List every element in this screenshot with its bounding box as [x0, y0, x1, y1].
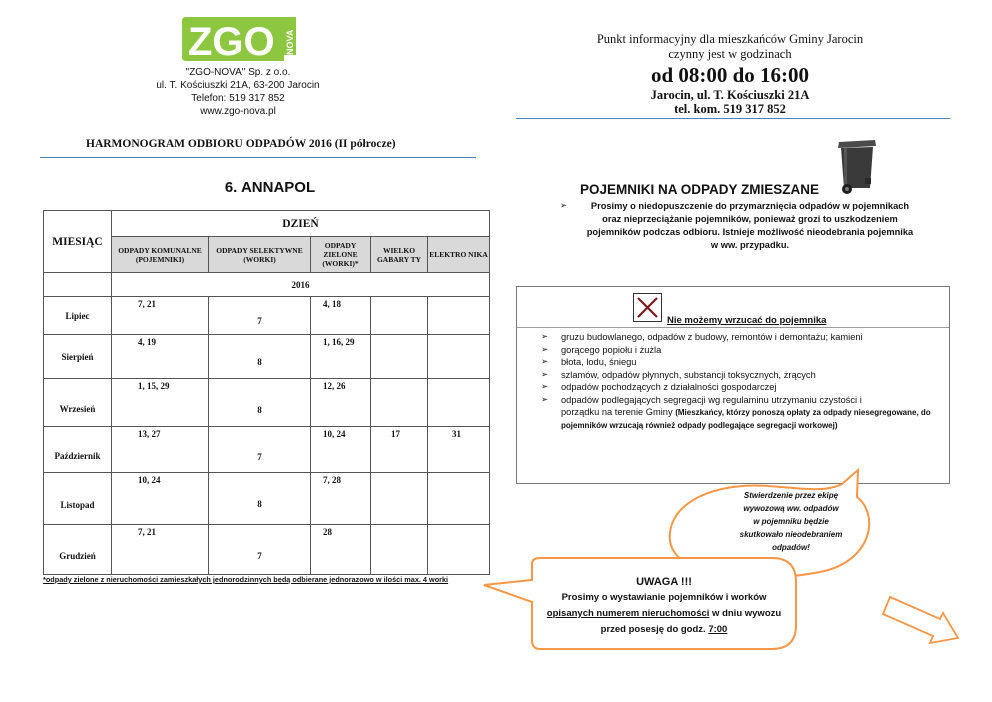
selektywne-days: 8: [209, 473, 311, 525]
komunalne-days: 4, 19: [112, 335, 209, 379]
gabaryty-days: 17: [371, 427, 428, 473]
prohibited-title: Nie możemy wrzucać do pojemnika: [667, 315, 827, 326]
bubble-line: Stwierdzenie przez ekipę: [743, 491, 839, 500]
warning-title: UWAGA !!!: [636, 576, 692, 588]
notice-line: Prosimy o niedopuszczenie do przymarznięcia odpadów w pojemnikach: [590, 201, 910, 211]
zielone-days: 1, 16, 29: [311, 335, 371, 379]
day-header: DZIEŃ: [112, 211, 490, 237]
gabaryty-days: [371, 473, 428, 525]
list-item: ➢ gruzu budowlanego, odpadów z budowy, remontów i demontażu; kamieni: [537, 331, 947, 344]
notice-line: oraz nieprzeciążanie pojemników, ponieważ grozi to uszkodzeniem: [602, 214, 898, 224]
company-web: www.zgo-nova.pl: [200, 106, 276, 117]
month-name: Grudzień: [44, 525, 112, 575]
area-title: 6. ANNAPOL: [224, 179, 316, 196]
subheader-elektronika: ELEKTRO NIKA: [428, 237, 490, 273]
selektywne-days: 7: [209, 297, 311, 335]
month-name: Wrzesień: [44, 379, 112, 427]
month-name: Sierpień: [44, 335, 112, 379]
bubble-line: skutkowało nieodebraniem: [739, 530, 843, 539]
speech-bubbles: [480, 440, 992, 702]
info-line1: Punkt informacyjny dla mieszkańców Gminy Jarocin: [596, 32, 864, 46]
table-row: [44, 473, 490, 525]
elektronika-days: [428, 379, 490, 427]
waste-bin-icon: [836, 138, 878, 196]
subheader-gabaryty: WIELKO GABARY TY: [371, 237, 428, 273]
segregation-item-line1: odpadów podlegających segregacji wg regulaminu utrzymaniu czystości i: [561, 394, 862, 405]
warning-line1: Prosimy o wystawianie pojemników i worków: [561, 592, 767, 603]
containers-notice: [560, 200, 960, 252]
table-row: [44, 379, 490, 427]
komunalne-days: 10, 24: [112, 473, 209, 525]
warning-line2-rest: w dniu wywozu: [709, 608, 782, 619]
table-row: [44, 427, 490, 473]
company-address: ul. T. Kościuszki 21A, 63-200 Jarocin: [156, 80, 320, 91]
notice-line: pojemników podczas odbioru. Istnieje możliwość nieodebrania pojemnika: [586, 227, 914, 237]
segregation-item-note: (Mieszkańcy, którzy ponoszą opłaty za odpady niesegregowane, do pojemników wrzucają również odpady podlegające segregacji workowej): [561, 408, 931, 430]
schedule-table: [43, 210, 490, 575]
logo-small-text: NOVA: [285, 29, 295, 55]
gabaryty-days: [371, 297, 428, 335]
month-name: Październik: [44, 427, 112, 473]
zielone-days: 4, 18: [311, 297, 371, 335]
month-name: Listopad: [44, 473, 112, 525]
komunalne-days: 7, 21: [112, 525, 209, 575]
left-header-rule: [40, 157, 476, 158]
subheader-selektywne: ODPADY SELEKTYWNE (WORKI): [209, 237, 311, 273]
komunalne-days: 1, 15, 29: [112, 379, 209, 427]
arrow-bullet-icon: ➢: [560, 201, 568, 211]
zielone-days: 12, 26: [311, 379, 371, 427]
selektywne-days: 8: [209, 379, 311, 427]
list-item: [537, 394, 947, 432]
selektywne-days: 7: [209, 525, 311, 575]
warning-time: 7:00: [708, 624, 728, 635]
company-info: [138, 66, 338, 118]
zielone-days: 7, 28: [311, 473, 371, 525]
bubble-line: w pojemniku będzie: [753, 517, 829, 526]
info-point: [555, 32, 905, 116]
company-name: "ZGO-NOVA" Sp. z o.o.: [185, 67, 291, 78]
list-item: ➢ gorącego popiołu i żużla: [537, 344, 947, 357]
right-header-rule: [516, 118, 950, 119]
info-address: Jarocin, ul. T. Kościuszki 21A: [650, 88, 810, 102]
zielone-days: 10, 24: [311, 427, 371, 473]
month-name: Lipiec: [44, 297, 112, 335]
warning-line3: [532, 622, 796, 638]
list-item: ➢ szlamów, odpadów płynnych, substancji toksycznych, żrących: [537, 369, 947, 382]
notice-line: w ww. przypadku.: [710, 240, 790, 250]
subheader-zielone: ODPADY ZIELONE (WORKI)*: [311, 237, 371, 273]
komunalne-days: 13, 27: [112, 427, 209, 473]
zielone-days: 28: [311, 525, 371, 575]
table-row: [44, 297, 490, 335]
bubble-line: odpadów!: [772, 543, 810, 552]
info-hours: od 08:00 do 16:00: [650, 63, 810, 87]
zgo-nova-logo: [178, 15, 298, 63]
gabaryty-days: [371, 525, 428, 575]
subheader-komunalne: ODPADY KOMUNALNE (POJEMNIKI): [112, 237, 209, 273]
table-row: [44, 335, 490, 379]
prohibited-list: [537, 331, 947, 431]
warning-line2: [532, 606, 796, 622]
bubble-line: wywozową ww. odpadów: [743, 504, 839, 513]
company-phone: Telefon: 519 317 852: [191, 93, 285, 104]
info-phone: tel. kom. 519 317 852: [674, 102, 786, 116]
gabaryty-days: [371, 335, 428, 379]
selektywne-days: 8: [209, 335, 311, 379]
warning-line3-text: przed posesję do godz.: [600, 624, 709, 635]
month-header: MIESIĄC: [44, 211, 112, 273]
elektronika-days: [428, 335, 490, 379]
list-item: ➢ błota, lodu, śniegu: [537, 356, 947, 369]
warning-box: [532, 574, 796, 638]
forbidden-cross-icon: [633, 293, 662, 322]
year-row: 2016: [112, 273, 490, 297]
green-waste-footnote: *odpady zielone z nieruchomości zamieszkałych jednorodzinnych będą odbierane jednorazowo w ilości max. 4 worki: [43, 575, 449, 584]
elektronika-days: [428, 297, 490, 335]
info-line2: czynny jest w godzinach: [668, 47, 792, 61]
gabaryty-days: [371, 379, 428, 427]
schedule-title: HARMONOGRAM ODBIORU ODPADÓW 2016 (II półrocze): [86, 138, 396, 150]
komunalne-days: 7, 21: [112, 297, 209, 335]
list-item: ➢ odpadów pochodzących z działalności gospodarczej: [537, 381, 947, 394]
bubble-warning-text: [716, 489, 866, 554]
elektronika-days: 31: [428, 427, 490, 473]
segregation-item-line2: porządku na terenie Gminy: [561, 407, 673, 417]
warning-line2-underlined: opisanych numerem nieruchomości: [546, 608, 710, 619]
containers-title: POJEMNIKI NA ODPADY ZMIESZANE: [580, 182, 820, 197]
table-row: [44, 525, 490, 575]
logo-text: ZGO: [188, 20, 275, 63]
selektywne-days: 7: [209, 427, 311, 473]
